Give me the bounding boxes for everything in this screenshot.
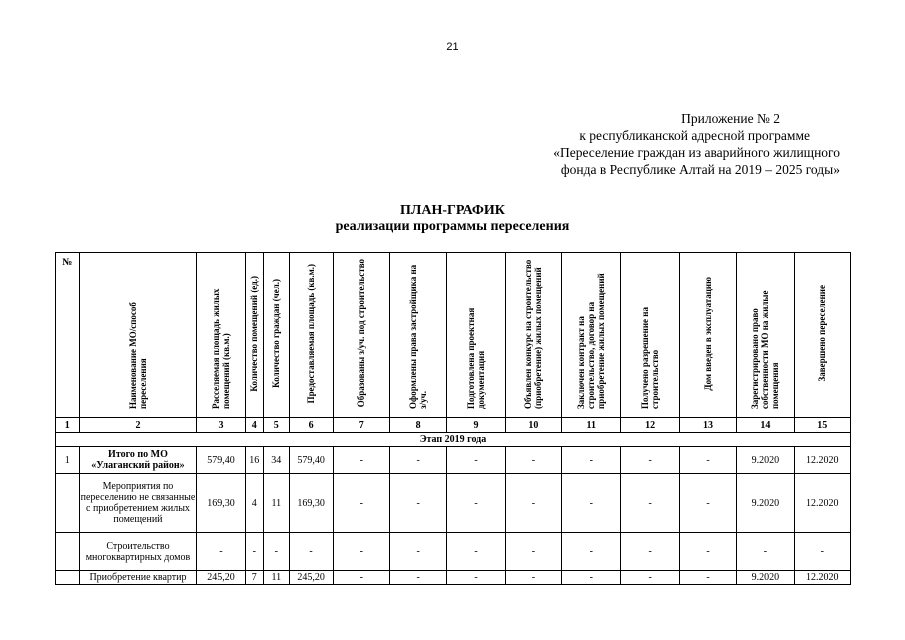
appendix-line-3: «Переселение граждан из аварийного жилищного: [553, 145, 840, 160]
table-row: [56, 447, 851, 474]
column-number: 10: [505, 418, 561, 433]
header-cell: Подготовлена проектная документация: [447, 253, 505, 418]
appendix-line-2: к республиканской адресной программе: [579, 128, 810, 143]
column-number: 12: [621, 418, 679, 433]
header-cell: Получено разрешение на строительство: [621, 253, 679, 418]
table-cell: -: [197, 533, 245, 571]
column-number: 8: [389, 418, 446, 433]
table-cell: 579,40: [197, 447, 245, 474]
column-number: 15: [794, 418, 850, 433]
table-cell: 12.2020: [794, 474, 850, 533]
page-number: 21: [446, 41, 459, 53]
table-cell: -: [621, 571, 679, 585]
title-line-2: реализации программы переселения: [335, 219, 570, 234]
header-cell: Количество граждан (чел.): [263, 253, 289, 418]
stage-label: Этап 2019 года: [56, 433, 851, 447]
table-cell: -: [621, 474, 679, 533]
table-cell: -: [505, 447, 561, 474]
header-cell: Завершено переселение: [794, 253, 850, 418]
row-name: Приобретение квартир: [79, 571, 197, 585]
table-cell: 12.2020: [794, 571, 850, 585]
header-cell: Объявлен конкурс на строительство (приобретение) жилых помещений: [505, 253, 561, 418]
table-cell: 12.2020: [794, 447, 850, 474]
header-cell: Оформлены права застройщика на з/уч.: [389, 253, 446, 418]
table-cell: -: [447, 533, 505, 571]
row-number: [56, 533, 80, 571]
appendix-line-1: Приложение № 2: [681, 111, 780, 126]
column-number: 3: [197, 418, 245, 433]
table-cell: -: [679, 447, 736, 474]
table-cell: 169,30: [197, 474, 245, 533]
table-cell: -: [562, 447, 621, 474]
table-cell: -: [389, 533, 446, 571]
column-number: 1: [56, 418, 80, 433]
table-cell: -: [263, 533, 289, 571]
table-cell: -: [333, 447, 389, 474]
row-number: [56, 571, 80, 585]
table-cell: -: [333, 474, 389, 533]
table-cell: -: [679, 533, 736, 571]
header-cell: Предоставляемая площадь (кв.м.): [289, 253, 333, 418]
title-line-1: ПЛАН-ГРАФИК: [400, 203, 505, 218]
table-cell: -: [505, 474, 561, 533]
column-number: 4: [245, 418, 263, 433]
table-cell: 11: [263, 571, 289, 585]
table-cell: 7: [245, 571, 263, 585]
table-cell: 9.2020: [737, 474, 794, 533]
column-number: 13: [679, 418, 736, 433]
table-cell: 16: [245, 447, 263, 474]
table-cell: -: [737, 533, 794, 571]
table-cell: 34: [263, 447, 289, 474]
table-cell: -: [505, 571, 561, 585]
table-cell: 9.2020: [737, 571, 794, 585]
table-cell: -: [505, 533, 561, 571]
column-number: 6: [289, 418, 333, 433]
column-number: 5: [263, 418, 289, 433]
row-name: Строительство многоквартирных домов: [79, 533, 197, 571]
table-cell: -: [679, 474, 736, 533]
column-number: 9: [447, 418, 505, 433]
table-cell: 11: [263, 474, 289, 533]
table-cell: 245,20: [289, 571, 333, 585]
column-number-row: [56, 418, 851, 433]
table-cell: -: [289, 533, 333, 571]
appendix-heading: [480, 110, 840, 178]
column-number: 11: [562, 418, 621, 433]
column-number: 2: [79, 418, 197, 433]
table-cell: 579,40: [289, 447, 333, 474]
table-row: [56, 533, 851, 571]
header-cell: Зарегистрировано право собственности МО на жилые помещения: [737, 253, 794, 418]
table-cell: 9.2020: [737, 447, 794, 474]
row-number: [56, 474, 80, 533]
table-cell: 4: [245, 474, 263, 533]
table-cell: -: [333, 533, 389, 571]
table-cell: -: [447, 474, 505, 533]
table-row: [56, 571, 851, 585]
table-row: [56, 474, 851, 533]
row-name: Мероприятия по переселению не связанные с приобретением жилых помещений: [79, 474, 197, 533]
header-cell: Расселяемая площадь жилых помещений (кв.м.): [197, 253, 245, 418]
table-cell: -: [621, 447, 679, 474]
table-cell: -: [333, 571, 389, 585]
table-cell: -: [447, 447, 505, 474]
row-number: 1: [56, 447, 80, 474]
table-cell: 245,20: [197, 571, 245, 585]
table-cell: -: [562, 474, 621, 533]
table-cell: -: [679, 571, 736, 585]
document-title: [0, 203, 905, 235]
table-cell: -: [389, 447, 446, 474]
row-name: Итого по МО «Улаганский район»: [79, 447, 197, 474]
table-cell: -: [245, 533, 263, 571]
table-cell: -: [794, 533, 850, 571]
schedule-table: [55, 252, 851, 585]
table-cell: -: [389, 474, 446, 533]
table-cell: -: [562, 571, 621, 585]
table-cell: 169,30: [289, 474, 333, 533]
stage-row: [56, 433, 851, 447]
table-cell: -: [621, 533, 679, 571]
header-cell: №: [56, 253, 80, 418]
header-cell: Заключен контракт на строительство, договор на приобретение жилых помещений: [562, 253, 621, 418]
header-cell: Образованы з/уч. под строительство: [333, 253, 389, 418]
column-number: 14: [737, 418, 794, 433]
header-cell: Количество помещений (ед.): [245, 253, 263, 418]
table-cell: -: [562, 533, 621, 571]
column-number: 7: [333, 418, 389, 433]
table-cell: -: [447, 571, 505, 585]
appendix-line-4: фонда в Республике Алтай на 2019 – 2025 годы»: [560, 162, 840, 177]
header-row: [56, 253, 851, 418]
header-cell: Дом введен в эксплуатацию: [679, 253, 736, 418]
table-cell: -: [389, 571, 446, 585]
header-cell: Наименование МО/способ переселения: [79, 253, 197, 418]
